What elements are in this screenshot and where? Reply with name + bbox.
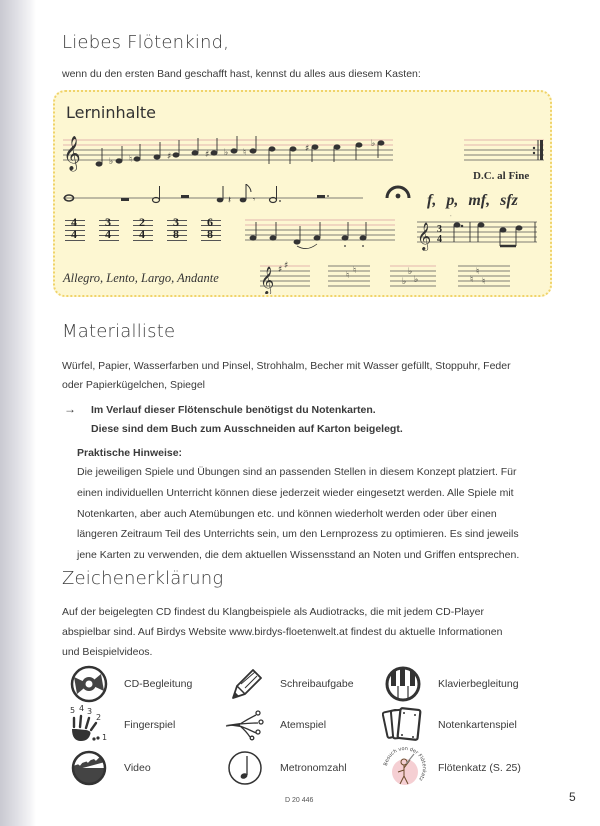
svg-text:2: 2 <box>96 713 102 722</box>
footer-code: D 20 446 <box>285 797 314 804</box>
flute-cat-icon <box>382 742 428 794</box>
svg-text:4: 4 <box>79 705 85 713</box>
materialliste-title: Materialliste <box>62 321 176 342</box>
notenkarten-note-line-1: Im Verlauf dieser Flötenschule benötigst du Notenkarten. <box>91 404 376 416</box>
hints-line: längeren Zeitraum Teil des Unterrichts sein, um den Lernprozess zu optimieren. Es sind jeweils <box>77 528 519 541</box>
greeting-title: Liebes Flötenkind, <box>62 32 230 53</box>
page-gutter-shadow <box>0 0 36 826</box>
materialliste-line-2: oder Papierkügelchen, Spiegel <box>62 379 206 391</box>
svg-text:♭: ♭ <box>414 275 419 285</box>
time-signatures <box>65 215 221 242</box>
note-range-staff <box>63 130 393 174</box>
svg-text:♭: ♭ <box>109 157 114 167</box>
svg-text:˙: ˙ <box>450 216 453 223</box>
legend-item-fingerspiel <box>68 705 175 745</box>
svg-text:𝄞: 𝄞 <box>260 266 275 294</box>
svg-text:1: 1 <box>102 733 108 742</box>
treble-clef-icon: 𝄞 <box>63 136 81 171</box>
key-signatures <box>260 260 540 294</box>
legend-label: Schreibaufgabe <box>280 678 354 690</box>
legend-item-notenkarten <box>382 705 517 745</box>
svg-text:♭: ♭ <box>408 267 413 277</box>
melody-ts-top: 3 <box>437 224 442 235</box>
svg-text:𝄾: 𝄾 <box>253 195 256 204</box>
svg-text:♭: ♭ <box>224 148 229 158</box>
svg-text:♯: ♯ <box>278 265 283 275</box>
legend-item-pencil <box>224 664 354 704</box>
legend-item-atemspiel <box>224 705 326 745</box>
legend-label: Klavierbegleitung <box>438 678 519 690</box>
hints-paragraph <box>77 462 519 566</box>
time-signature: 3 4 <box>99 218 119 242</box>
svg-text:♯: ♯ <box>205 150 210 160</box>
fermata-icon <box>385 182 411 204</box>
svg-text:♮: ♮ <box>346 271 350 281</box>
lerninhalte-title: Lerninhalte <box>66 103 157 122</box>
zeichenerklaerung-text: Auf der beigelegten CD findest du Klangbeispiele als Audiotracks, die mit jedem CD-Player abspielbar sind. Auf Birdys Website www.birdys-floetenwelt.at findest du aktuelle Informationen und Beispielvideos. <box>62 606 503 658</box>
svg-text:♯: ♯ <box>284 261 289 271</box>
legend-label: Atemspiel <box>280 719 327 731</box>
melody-ts-bottom: 4 <box>437 234 442 245</box>
legend-item-piano <box>382 664 519 704</box>
svg-text:♯: ♯ <box>305 144 310 154</box>
repeat-barline <box>464 136 544 164</box>
breath-icon <box>224 705 266 745</box>
hints-title: Praktische Hinweise: <box>77 447 183 459</box>
legend-item-video <box>68 748 151 788</box>
legend-label: Notenkartenspiel <box>438 719 517 731</box>
hints-line: einen individuellen Unterricht können diese jederzeit wieder eingesetzt werden. Alle Spiele mit <box>77 486 514 499</box>
arrow-icon: → <box>64 402 76 416</box>
tempo-terms: Allegro, Lento, Largo, Andante <box>63 271 219 285</box>
dc-al-fine-text: D.C. al Fine <box>473 170 530 182</box>
svg-text:𝄽: 𝄽 <box>228 195 232 206</box>
legend-label: Flötenkatz (S. 25) <box>438 762 521 774</box>
hints-line: jene Karten zu verwenden, die dem aktuellen Wissensstand an Noten und Griffen entsprechen. <box>77 549 520 562</box>
intro-text: wenn du den ersten Band geschafft hast, kennst du alles aus diesem Kasten: <box>62 68 421 80</box>
svg-text:♮: ♮ <box>353 266 357 276</box>
note-values-line <box>63 184 363 206</box>
lerninhalte-box <box>53 90 552 297</box>
piano-keys-icon <box>382 664 424 704</box>
hints-line: Die jeweiligen Spiele und Übungen sind an passenden Stellen in diesem Konzept platziert. Für <box>77 466 517 478</box>
dynamics-text: f, p, mf, sfz <box>427 192 518 209</box>
hand-fingers-icon <box>68 705 110 745</box>
legend-label: Metronomzahl <box>280 762 347 774</box>
svg-text:5: 5 <box>70 706 76 715</box>
note-cards-icon <box>382 705 424 745</box>
pencil-icon <box>224 664 266 704</box>
legend-item-cd <box>68 664 192 704</box>
time-signature: 3 8 <box>167 218 187 242</box>
svg-text:𝄞: 𝄞 <box>417 222 432 250</box>
video-clapper-icon <box>68 748 110 788</box>
svg-text:♮: ♮ <box>476 267 480 277</box>
hints-line: Notenkarten, aber auch Atemübungen etc. und können wiederholt werden oder über einen <box>77 507 497 520</box>
melody-staff <box>417 214 541 252</box>
page-number: 5 <box>569 790 576 804</box>
svg-text:♮: ♮ <box>482 277 486 287</box>
svg-text:3: 3 <box>87 707 93 716</box>
metronome-note-icon <box>224 748 266 788</box>
legend-label: Fingerspiel <box>124 719 176 731</box>
legend-item-metronom <box>224 748 347 788</box>
legend-item-floetenkatz <box>382 742 521 794</box>
materialliste-line-1: Würfel, Papier, Wasserfarben und Pinsel, Strohhalm, Becher mit Wasser gefüllt, Stoppuhr, Feder <box>62 360 511 372</box>
notenkarten-note-line-2: Diese sind dem Buch zum Ausschneiden auf Karton beigelegt. <box>91 423 403 435</box>
zeichenerklaerung-title: Zeichenerklärung <box>62 568 224 589</box>
time-signature: 4 4 <box>65 218 85 242</box>
articulation-staff <box>245 216 395 250</box>
cd-icon <box>68 664 110 704</box>
time-signature: 6 8 <box>201 218 221 242</box>
svg-text:♭: ♭ <box>402 277 407 287</box>
svg-text:♮: ♮ <box>243 148 247 158</box>
svg-text:♮: ♮ <box>129 155 133 165</box>
svg-text:♮: ♮ <box>470 275 474 285</box>
legend-label: Video <box>124 762 151 774</box>
time-signature: 2 4 <box>133 218 153 242</box>
svg-text:♯: ♯ <box>167 152 172 162</box>
legend-label: CD-Begleitung <box>124 678 193 690</box>
flute-cat-badge-text: Besuch von der Flötenkatz <box>382 745 427 782</box>
svg-text:♭: ♭ <box>371 139 376 149</box>
